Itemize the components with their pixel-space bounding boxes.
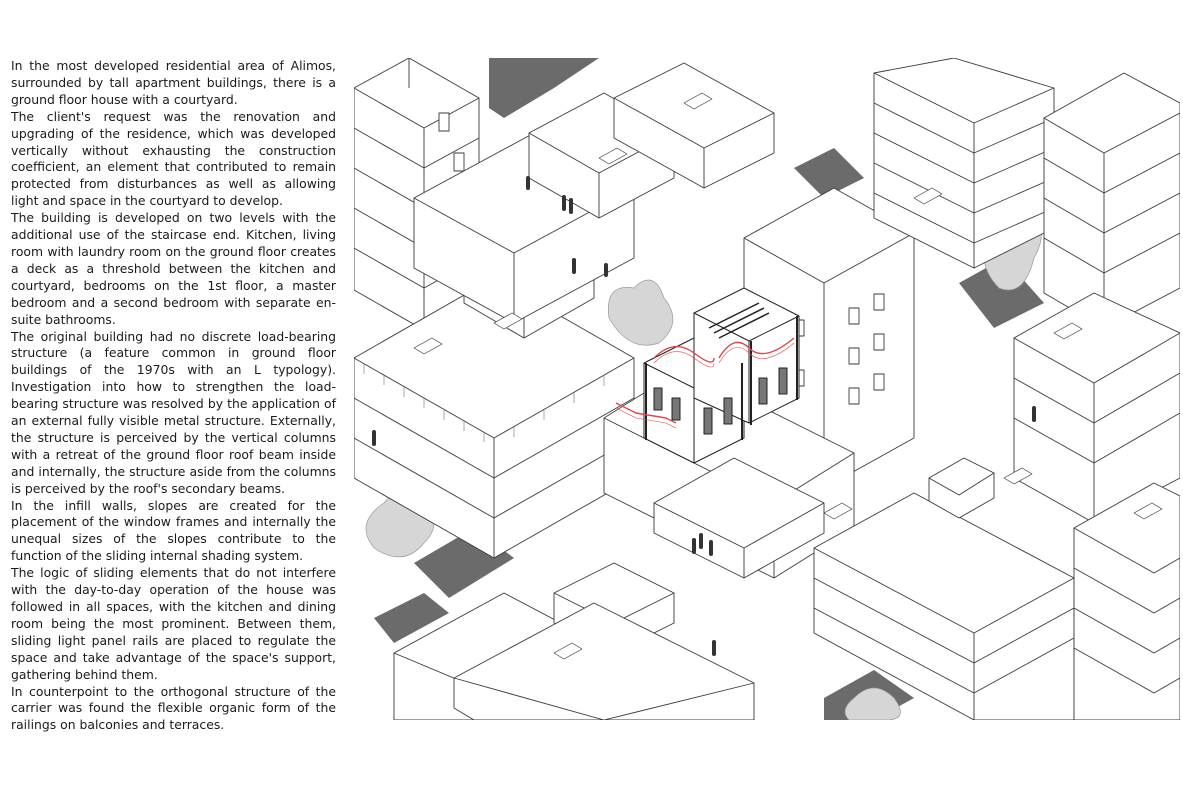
axonometric-drawing [354,58,1180,720]
paragraph-2: The client's request was the renovation and upgrading of the residence, which was developed vertically without exhausting the construction coefficient, an element that contributed to remain protected from disturbances as well as allowing light and space in the courtyard to develop. [11,108,336,209]
article-text [11,58,336,734]
paragraph-3: The building is developed on two levels with the additional use of the staircase end. Kitchen, living room with laundry room on the ground floor creates a deck as a threshold between the kitchen and courtyard, bedrooms on the 1st floor, a master bedroom and a second bedroom with separate en-suite bathrooms. [11,210,336,327]
paragraph-1: In the most developed residential area of Alimos, surrounded by tall apartment buildings, there is a ground floor house with a courtyard. [11,58,336,107]
paragraph-7: In counterpoint to the orthogonal structure of the carrier was found the flexible organic form of the railings on balconies and terraces. [11,683,336,733]
building-east-low [1074,483,1180,720]
paragraph-6: The logic of sliding elements that do not interfere with the day-to-day operation of the house was followed in all spaces, with the kitchen and dining room being the most prominent. Between them, sliding light panel rails are placed to regulate the space and take advantage of the space's support, gathering behind them. [11,565,336,682]
paragraph-5: In the infill walls, slopes are created for the placement of the window frames and internally the unequal sizes of the slopes contribute to the function of the sliding internal shading system. [11,497,336,564]
paragraph-4: The original building had no discrete load-bearing structure (a feature common in ground floor buildings of the 1970s with an L typology). Investigation into how to strengthen the load-bearing structure was resolved by the application of an external fully visible metal structure. Externally, the structure is perceived by the vertical columns with a retreat of the ground floor roof beam inside and internally, the structure aside from the columns is perceived by the roof's secondary beams. [11,328,336,496]
